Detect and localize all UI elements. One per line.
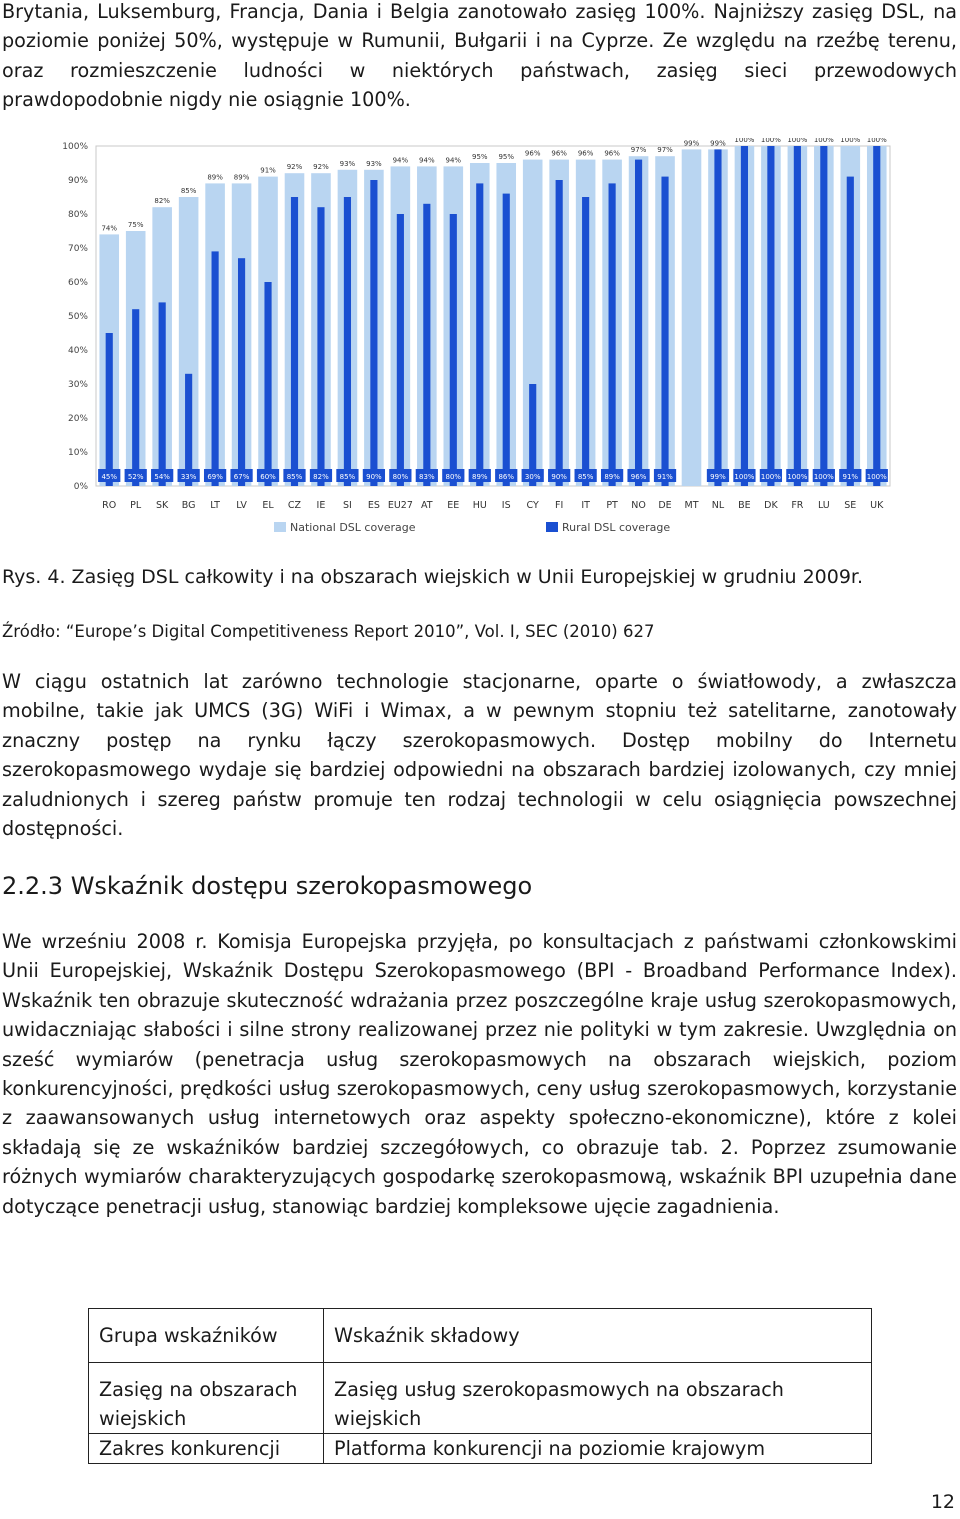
x-tick-label: EL [262,500,274,511]
data-label-national: 96% [577,149,594,158]
bar-rural-uk [873,146,880,486]
bar-rural-pl [132,309,139,486]
data-label-national: 96% [524,149,541,158]
x-tick-label: PL [130,500,142,511]
table-row [89,1363,872,1434]
x-tick-label: CZ [287,500,302,511]
x-tick-label: BG [181,500,196,511]
data-label-national: 100% [734,138,755,144]
data-label-national: 97% [657,146,673,155]
legend-swatch-rural [546,522,558,532]
data-label-rural: 100% [734,473,755,481]
bar-rural-se [847,177,854,486]
x-tick-label: MT [684,500,699,511]
data-label-rural: 89% [471,473,488,481]
data-label-national: 82% [154,197,170,206]
data-label-rural: 86% [498,473,515,481]
y-tick-label: 90% [67,176,88,186]
bar-rural-es [370,180,377,486]
legend-label-national: National DSL coverage [290,521,416,534]
body-paragraph-bpi: We wrześniu 2008 r. Komisja Europejska przyjęła, po konsultacjach z państwami członkowskimi Unii Europejskiej, Wskaźnik Dostępu Szerokopasmowego (BPI - Broadband Performance Index). Wskaźnik ten obrazuje skuteczność wdrażania przez poszczególne kraje usług szerokopasmowych, uwidaczniając słabości i silne strony realizowanej przez nie polityki w tym zakresie. Uwzględnia on sześć wymiarów (penetracja usług szerokopasmowych na obszarach wiejskich, poziom konkurencyjności, prędkości usług szerokopasmowych, ceny usług szerokopasmowych, korzystanie z zaawansowanych usług internetowych oraz aspekty społeczno-ekonomiczne), które z kolei składają się ze wskaźników bardziej szczegółowych, co obrazuje tab. 2. Poprzez zsumowanie różnych wymiarów charakteryzujących gospodarkę szerokopasmową, wskaźnik BPI uzupełnia dane dotyczące penetracji usług, stanowiąc bardziej kompleksowe ujęcie zagadnienia. [2,930,957,1218]
data-label-rural: 90% [366,473,382,481]
table-cell: Zasięg na obszarach wiejskich [89,1363,324,1434]
data-label-national: 100% [760,138,781,144]
data-label-rural: 99% [710,473,726,481]
y-tick-label: 100% [62,142,88,152]
data-label-rural: 69% [207,473,223,481]
data-label-rural: 30% [524,473,541,481]
x-tick-label: SI [343,500,352,511]
x-tick-label: IS [501,500,511,511]
dsl-coverage-chart-svg [54,138,900,542]
table-header-cell: Grupa wskaźników [89,1309,324,1363]
data-label-national: 74% [101,224,118,233]
bar-rural-ee [450,214,457,486]
data-label-national: 99% [683,139,700,148]
data-label-national: 97% [630,146,647,155]
x-tick-label: LU [817,500,830,511]
x-tick-label: IE [316,500,326,511]
data-label-rural: 100% [760,473,781,481]
table-cell: Zasięg usług szerokopasmowych na obszarach wiejskich [324,1363,872,1434]
data-label-rural: 85% [577,473,594,481]
x-tick-label: AT [421,500,433,511]
bar-rural-nl [714,149,721,486]
x-tick-label: PT [606,500,618,511]
data-label-rural: 85% [286,473,303,481]
data-label-rural: 90% [551,473,567,481]
data-label-rural: 52% [127,473,144,481]
x-tick-label: HU [472,500,487,511]
data-label-rural: 82% [313,473,329,481]
y-tick-label: 60% [67,278,88,288]
bar-rural-ie [317,207,324,486]
x-tick-label: RO [102,500,117,511]
bar-rural-el [264,282,271,486]
bar-rural-ro [106,333,113,486]
x-tick-label: NL [711,500,725,511]
data-label-rural: 91% [657,473,673,481]
table-header-cell: Wskaźnik składowy [324,1309,872,1363]
data-label-national: 96% [604,149,620,158]
data-label-rural: 100% [813,473,834,481]
x-tick-label: FR [791,500,804,511]
x-tick-label: NO [631,500,646,511]
bar-rural-eu27 [397,214,404,486]
data-label-national: 89% [207,173,223,182]
bar-rural-de [661,177,668,486]
body-paragraph-technologies: W ciągu ostatnich lat zarówno technologie stacjonarne, oparte o światłowody, a zwłaszcza mobilne, takie jak UMCS (3G) WiFi i Wimax, a w pewnym stopniu też satelitarne, zanotowały znaczny postęp na rynku łączy szerokopasmowych. Dostęp mobilny do Internetu szerokopasmowego wydaje się bardziej odpowiedni na obszarach bardziej izolowanych, czy mniej zaludnionych i szereg państw promuje ten rodzaj technologii w celu osiągnięcia powszechnej dostępności. [2,670,957,841]
data-label-national: 93% [366,159,382,168]
y-tick-label: 70% [67,244,88,254]
bar-rural-is [503,194,510,486]
bar-rural-lv [238,258,245,486]
bar-rural-cz [291,197,298,486]
x-tick-label: EE [447,500,460,511]
data-label-rural: 100% [787,473,808,481]
data-label-rural: 91% [842,473,859,481]
data-label-national: 93% [339,159,356,168]
data-label-national: 94% [419,156,435,165]
y-tick-label: 0% [73,482,88,492]
table-header-row [89,1309,872,1363]
y-tick-label: 10% [67,448,88,458]
y-tick-label: 40% [67,346,88,356]
data-label-national: 95% [498,153,515,161]
legend-label-rural: Rural DSL coverage [562,521,671,534]
bar-rural-no [635,160,642,486]
intro-paragraph: Brytania, Luksemburg, Francja, Dania i Belgia zanotowało zasięg 100%. Najniższy zasięg DSL, na poziomie poniżej 50%, występuje w Rumunii, Bułgarii i na Cyprze. Ze względu na rzeźbę terenu, oraz rozmieszczenie ludności w niektórych państwach, zasięg sieci przewodowych prawdopodobnie nigdy nie osiągnie 100%. [2,0,957,112]
section-heading: 2.2.3 Wskaźnik dostępu szerokopasmowego [2,872,533,900]
data-label-rural: 80% [392,473,409,481]
indicator-table [88,1308,872,1464]
data-label-national: 91% [260,166,276,175]
bar-rural-sk [159,302,166,486]
y-tick-label: 80% [67,210,88,220]
bar-rural-si [344,197,351,486]
data-label-rural: 80% [445,473,462,481]
data-label-rural: 85% [339,473,356,481]
bar-rural-it [582,197,589,486]
data-label-national: 92% [286,163,303,172]
data-label-national: 96% [551,149,567,158]
data-label-rural: 89% [604,473,620,481]
data-label-national: 100% [787,138,808,144]
data-label-national: 100% [840,138,861,144]
data-label-national: 89% [233,173,250,182]
data-label-rural: 67% [233,473,250,481]
x-tick-label: DK [764,500,778,511]
table-cell: Zakres konkurencji [89,1434,324,1464]
table-row [89,1434,872,1464]
bar-rural-lu [820,146,827,486]
data-label-national: 75% [127,221,144,229]
x-tick-label: EU27 [387,500,413,511]
bar-rural-fr [794,146,801,486]
figure-caption: Rys. 4. Zasięg DSL całkowity i na obszarach wiejskich w Unii Europejskiej w grudniu 2009r. [2,566,864,588]
data-label-national: 100% [813,138,834,144]
bar-rural-fi [556,180,563,486]
legend-swatch-national [274,522,286,532]
table-cell: Platforma konkurencji na poziomie krajowym [324,1434,872,1464]
x-tick-label: ES [367,500,380,511]
bar-rural-hu [476,183,483,486]
x-tick-label: SE [844,500,857,511]
x-tick-label: BE [738,500,751,511]
bar-rural-be [741,146,748,486]
bar-rural-at [423,204,430,486]
data-label-rural: 45% [101,473,118,481]
data-label-rural: 96% [630,473,647,481]
y-tick-label: 30% [67,380,88,390]
bar-rural-pt [609,183,616,486]
data-label-rural: 100% [866,473,887,481]
x-tick-label: FI [555,500,564,511]
x-tick-label: UK [870,500,884,511]
x-tick-label: SK [156,500,169,511]
x-tick-label: LV [236,500,247,511]
data-label-rural: 33% [180,473,197,481]
data-label-national: 95% [471,153,488,161]
data-label-national: 85% [180,187,197,195]
data-label-rural: 54% [154,473,170,481]
data-label-national: 92% [313,163,329,172]
y-tick-label: 20% [67,414,88,424]
x-tick-label: IT [581,500,590,511]
x-tick-label: CY [526,500,539,511]
data-label-rural: 83% [419,473,435,481]
data-label-national: 94% [445,156,462,165]
data-label-rural: 60% [260,473,276,481]
x-tick-label: LT [210,500,220,511]
data-label-national: 99% [710,139,726,148]
dsl-coverage-chart [54,138,900,542]
figure-source: Źródło: “Europe’s Digital Competitiveness Report 2010”, Vol. I, SEC (2010) 627 [2,622,655,641]
y-tick-label: 50% [67,312,88,322]
bar-rural-dk [767,146,774,486]
data-label-national: 94% [392,156,409,165]
data-label-national: 100% [866,138,887,144]
bar-national-mt [682,149,702,486]
page-number: 12 [930,1491,955,1513]
bar-rural-lt [212,251,219,486]
x-tick-label: DE [658,500,672,511]
